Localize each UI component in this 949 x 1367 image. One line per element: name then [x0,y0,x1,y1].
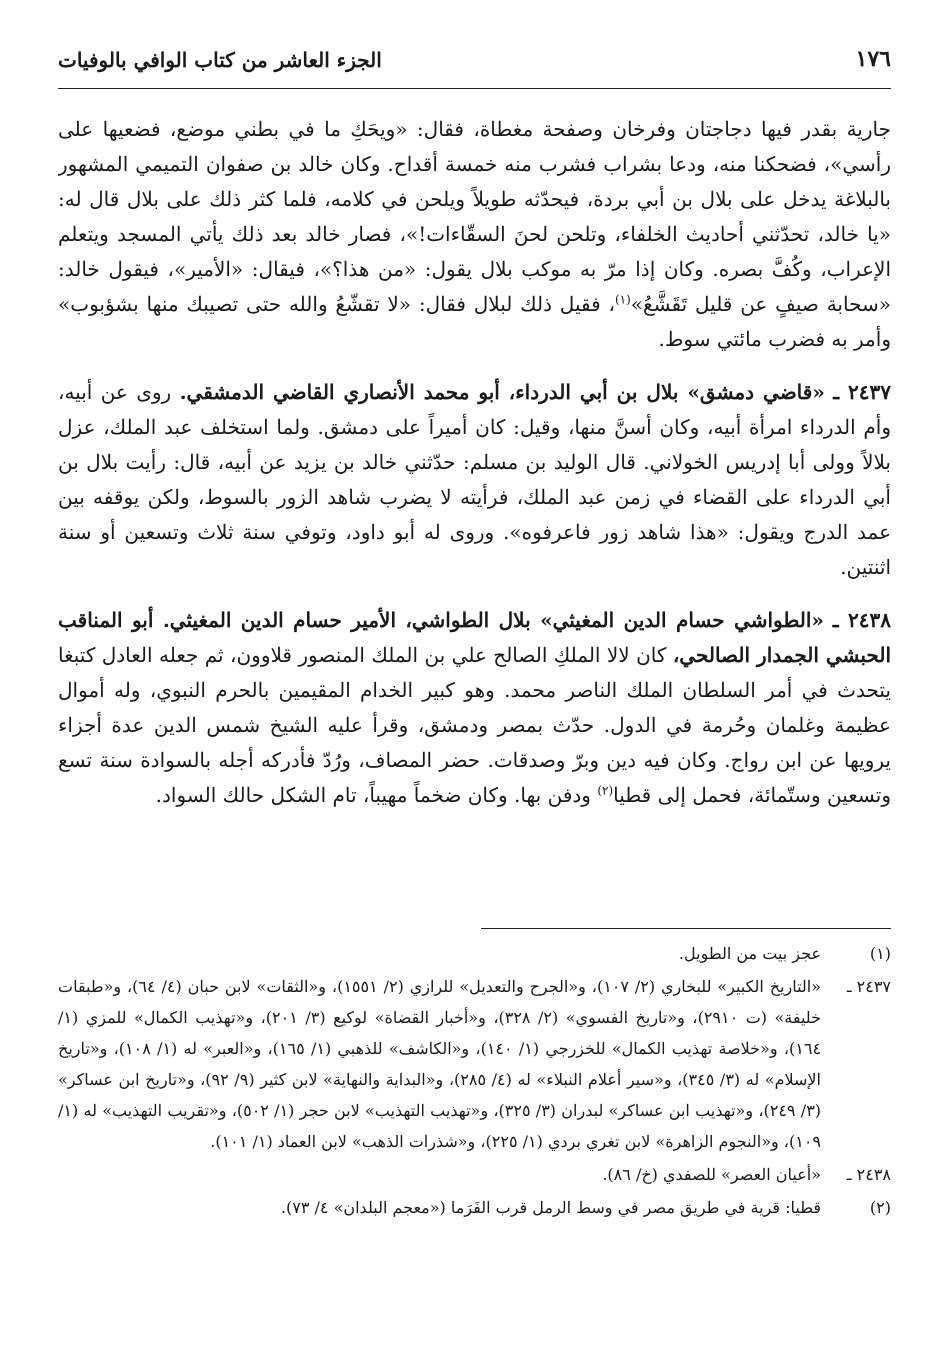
footnote-key: (٢) [869,1198,891,1217]
footnote-text: «أعيان العصر» للصفدي (خ/ ٨٦). [602,1165,821,1184]
entry-number: ٢٤٣٧ ـ [833,380,891,404]
entry-2438 [58,603,891,813]
footnote-text: قطيا: قرية في طريق مصر في وسط الرمل قرب الفَرَما («معجم البلدان» ٤/ ٧٣). [280,1198,821,1217]
footnote-item [58,938,891,969]
entry-text-a: كان لالا الملكِ الصالح علي بن الملك المنصور قلاوون، ثم جعله العادل كتبغا يتحدث في أمر السلطان الملك الناصر محمد. وهو كبير الخدام المقيمين بالحرم النبوي، وله أموال عظيمة وغلمان وحُرمة في الدول. حدّث بمصر ودمشق، وقرأ عليه الشيخ شمس الدين عدة أجزاء يرويها عن ابن رواج. وكان فيه دين وبرّ وصدقات. حضر المصاف، ورُدّ فأدركه أجله بالسوادة سنة تسع وتسعين وستّمائة، فحمل إلى قطيا [58,643,891,807]
main-text [58,112,891,912]
continuation-text-b: ، فقيل ذلك لبلال فقال: «لا تقشّعُ والله حتى تصيبك منها بشؤبوب» وأمر به فضرب مائتي سوط. [58,292,891,351]
footnote-key: ٢٤٣٧ ـ [846,977,891,996]
continuation-text-a: جارية بقدر فيها دجاجتان وفرخان وصفحة مغطاة، فقال: «ويحَكِ ما في بطني موضع، فضعيها على رأسي»، فضحكنا منه، ودعا بشراب فشرب منه خمسة أقداح. وكان خالد بن صفوان التميمي المشهور بالبلاغة يدخل على بلال بن أبي بردة، فيحدّثه طويلاً ويلحن في كلامه، فلما كثر ذلك على بلال قال له: «يا خالد، تحدّثني أحاديث الخلفاء، وتلحن لحنَ السقّاءات!»، فصار خالد بعد ذلك يأتي المسجد ويتعلم الإعراب، وكُفَّ بصره. وكان إذا مرّ به موكب بلال يقول: «من هذا؟»، فيقال: «الأمير»، فيقول خالد: «سحابة صيفٍ عن قليل تَقَشَّعُ» [58,117,891,316]
footnote-text: «التاريخ الكبير» للبخاري (٢/ ١٠٧)، و«الجرح والتعديل» للرازي (٢/ ١٥٥١)، و«الثقات» لابن حبان (٤/ ٦٤)، و«طبقات خليفة» (ت ٢٩١٠)، و«تاريخ الفسوي» (٢/ ٣٢٨)، و«أخبار القضاة» لوكيع (٣/ ٢٠١)، و«تهذيب الكمال» للمزي (١/ ١٦٤)، و«خلاصة تهذيب الكمال» للخزرجي (١/ ١٤٠)، و«الكاشف» للذهبي (١/ ١٦٥)، و«العبر» له (١/ ١٠٨)، و«تاريخ الإسلام» له (٣/ ٣٤٥)، و«سير أعلام النبلاء» له (٤/ ٢٨٥)، و«البداية والنهاية» لابن كثير (٩/ ٩٢)، و«تاريخ ابن عساكر» (٣/ ٢٤٩)، و«تهذيب ابن عساكر» لبدران (٣/ ٣٢٥)، و«تهذيب التهذيب» لابن حجر (١/ ٥٠٢)، و«تقريب التهذيب» له (١/ ١٠٩)، و«النجوم الزاهرة» لابن تغري بردي (١/ ٢٢٥)، و«شذرات الذهب» لابن العماد (١/ ١٠١). [58,977,822,1151]
footnote-ref-2: (٢) [597,783,614,798]
footnote-separator [481,928,891,929]
footnote-key: ٢٤٣٨ ـ [846,1165,891,1184]
footnote-item [58,1159,891,1190]
footnote-ref-1: (١) [614,292,631,307]
entry-text-a: روى عن أبيه، وأم الدرداء امرأة أبيه، وكان أسنَّ منها، وقيل: كان أميراً على دمشق. ولما استخلف عبد الملك، عزل بلالاً وولى أبا إدريس الخولاني. قال الوليد بن مسلم: حدّثني خالد بن يزيد عن أبيه، قال: رأيت بلال بن أبي الدرداء على القضاء في زمن عبد الملك، فرأيته لا يضرب شاهد الزور بالسوط، ولكن يوقفه بين عمد الدرج ويقول: «هذا شاهد زور فاعرفوه». وروى له أبو داود، وتوفي سنة ثلاث وتسعين أو سنة اثنتين. [58,380,891,579]
continuation-paragraph [58,112,891,357]
footnote-item [58,971,891,1157]
footnote-text: عجز بيت من الطويل. [678,944,821,963]
page-header [58,40,891,89]
footnote-item [58,1192,891,1223]
footnote-key: (١) [869,944,891,963]
entry-text-b: ودفن بها. وكان ضخماً مهيباً، تام الشكل حالك السواد. [155,783,598,807]
page-number: ١٧٦ [855,46,891,72]
running-title: الجزء العاشر من كتاب الوافي بالوفيات [58,48,382,72]
entry-2437 [58,375,891,585]
entry-heading: «قاضي دمشق» بلال بن أبي الدرداء، أبو محمد الأنصاري القاضي الدمشقي. [179,380,825,404]
entry-heading: «الطواشي حسام الدين المغيثي» بلال الطواشي، الأمير حسام الدين المغيثي. أبو المناقب الحبشي الجمدار الصالحي، [58,608,891,667]
entry-number: ٢٤٣٨ ـ [832,608,891,632]
footnotes [58,938,891,1338]
